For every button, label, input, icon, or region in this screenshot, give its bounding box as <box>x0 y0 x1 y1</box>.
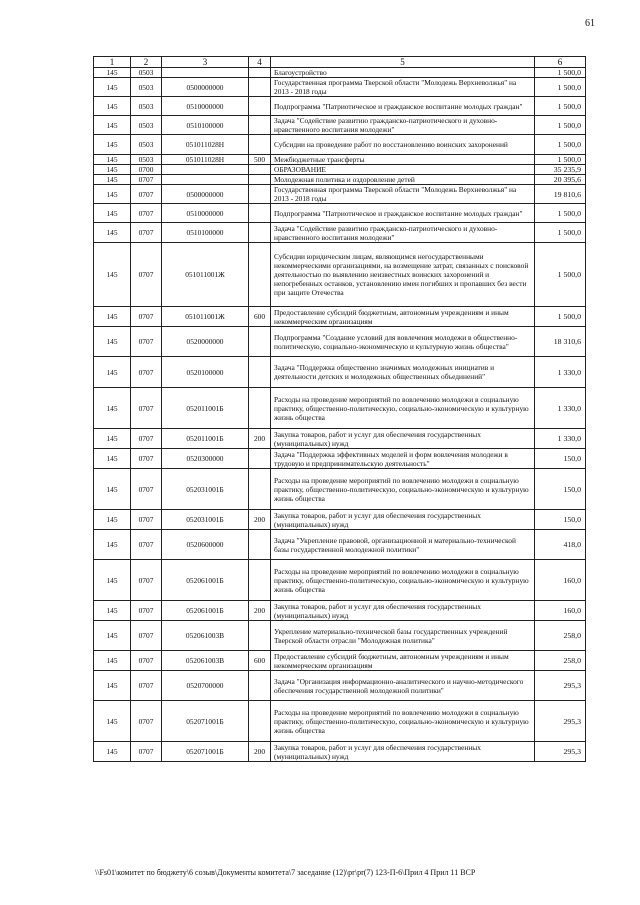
cell-c4 <box>249 204 271 223</box>
cell-c3: 052061003В <box>162 651 249 671</box>
cell-c1: 145 <box>94 469 131 510</box>
cell-c1: 145 <box>94 742 131 762</box>
cell-c5: Закупка товаров, работ и услуг для обеспечения государственных (муниципальных) нужд <box>271 510 535 530</box>
cell-c6: 1 500,0 <box>535 78 586 97</box>
cell-c3 <box>162 68 249 78</box>
table-row <box>94 175 586 185</box>
cell-c2: 0707 <box>131 204 162 223</box>
cell-c1: 145 <box>94 701 131 742</box>
cell-c2: 0707 <box>131 223 162 243</box>
cell-c1: 145 <box>94 388 131 429</box>
table-row <box>94 97 586 116</box>
cell-c1: 145 <box>94 243 131 307</box>
cell-c6: 18 310,6 <box>535 327 586 357</box>
cell-c6: 150,0 <box>535 469 586 510</box>
cell-c5: Закупка товаров, работ и услуг для обеспечения государственных (муниципальных) нужд <box>271 601 535 621</box>
cell-c3: 0500000000 <box>162 78 249 97</box>
cell-c5: Закупка товаров, работ и услуг для обеспечения государственных (муниципальных) нужд <box>271 429 535 449</box>
table-row <box>94 357 586 388</box>
cell-c3: 0510100000 <box>162 116 249 135</box>
cell-c4: 200 <box>249 742 271 762</box>
header-col-2: 2 <box>131 57 162 68</box>
table-row <box>94 223 586 243</box>
cell-c5: Предоставление субсидий бюджетным, автономным учреждениям и иным некоммерческим организациям <box>271 651 535 671</box>
cell-c1: 145 <box>94 175 131 185</box>
cell-c6: 1 500,0 <box>535 223 586 243</box>
cell-c1: 145 <box>94 530 131 560</box>
cell-c2: 0707 <box>131 510 162 530</box>
cell-c3: 052071001Б <box>162 701 249 742</box>
cell-c6: 20 395,6 <box>535 175 586 185</box>
cell-c5: Закупка товаров, работ и услуг для обеспечения государственных (муниципальных) нужд <box>271 742 535 762</box>
cell-c1: 145 <box>94 135 131 155</box>
cell-c2: 0707 <box>131 671 162 701</box>
cell-c3: 052011001Б <box>162 429 249 449</box>
budget-table <box>93 56 586 762</box>
cell-c3: 0500000000 <box>162 185 249 204</box>
cell-c3: 0520300000 <box>162 449 249 469</box>
cell-c4 <box>249 97 271 116</box>
cell-c6: 19 810,6 <box>535 185 586 204</box>
cell-c5: Подпрограмма "Патриотическое и гражданское воспитание молодых граждан" <box>271 204 535 223</box>
cell-c1: 145 <box>94 223 131 243</box>
cell-c6: 295,3 <box>535 671 586 701</box>
cell-c4: 200 <box>249 601 271 621</box>
cell-c2: 0707 <box>131 307 162 327</box>
cell-c6: 1 500,0 <box>535 68 586 78</box>
cell-c2: 0707 <box>131 449 162 469</box>
cell-c5: Межбюджетные трансферты <box>271 155 535 165</box>
cell-c3: 052061001Б <box>162 560 249 601</box>
cell-c2: 0707 <box>131 388 162 429</box>
cell-c2: 0503 <box>131 155 162 165</box>
cell-c4 <box>249 560 271 601</box>
cell-c1: 145 <box>94 327 131 357</box>
cell-c4 <box>249 469 271 510</box>
header-col-6: 6 <box>535 57 586 68</box>
cell-c5: Задача "Поддержка эффективных моделей и форм вовлечения молодежи в трудовую и предпринимательскую деятельность" <box>271 449 535 469</box>
cell-c6: 150,0 <box>535 449 586 469</box>
cell-c4: 200 <box>249 510 271 530</box>
cell-c1: 145 <box>94 97 131 116</box>
cell-c4 <box>249 68 271 78</box>
cell-c3: 0520600000 <box>162 530 249 560</box>
cell-c3: 0520100000 <box>162 357 249 388</box>
cell-c4: 600 <box>249 651 271 671</box>
cell-c3: 051011001Ж <box>162 243 249 307</box>
cell-c3: 052031001Б <box>162 469 249 510</box>
table-row <box>94 78 586 97</box>
cell-c2: 0707 <box>131 651 162 671</box>
cell-c6: 295,3 <box>535 701 586 742</box>
cell-c3: 052011001Б <box>162 388 249 429</box>
cell-c1: 145 <box>94 510 131 530</box>
cell-c5: Расходы на проведение мероприятий по вовлечению молодежи в социальную практику, общественно-политическую, социально-экономическую и культурную жизнь общества <box>271 701 535 742</box>
cell-c2: 0503 <box>131 97 162 116</box>
cell-c5: Благоустройство <box>271 68 535 78</box>
cell-c6: 258,0 <box>535 651 586 671</box>
cell-c5: Задача "Укрепление правовой, организационной и материально-технической базы государственной молодежной политики" <box>271 530 535 560</box>
cell-c3: 0520000000 <box>162 327 249 357</box>
cell-c4: 600 <box>249 307 271 327</box>
cell-c1: 145 <box>94 165 131 175</box>
cell-c6: 160,0 <box>535 560 586 601</box>
cell-c5: ОБРАЗОВАНИЕ <box>271 165 535 175</box>
table-row <box>94 429 586 449</box>
cell-c2: 0707 <box>131 701 162 742</box>
cell-c5: Подпрограмма "Патриотическое и гражданское воспитание молодых граждан" <box>271 97 535 116</box>
cell-c1: 145 <box>94 671 131 701</box>
cell-c5: Задача "Содействие развитию гражданско-патриотического и духовно-нравственного воспитания молодежи" <box>271 116 535 135</box>
header-col-4: 4 <box>249 57 271 68</box>
cell-c4 <box>249 357 271 388</box>
table-row <box>94 530 586 560</box>
cell-c5: Предоставление субсидий бюджетным, автономным учреждениям и иным некоммерческим организациям <box>271 307 535 327</box>
cell-c6: 1 330,0 <box>535 429 586 449</box>
table-row <box>94 621 586 651</box>
cell-c5: Расходы на проведение мероприятий по вовлечению молодежи в социальную практику, общественно-политическую, социально-экономическую и культурную жизнь общества <box>271 388 535 429</box>
table-row <box>94 155 586 165</box>
cell-c6: 1 500,0 <box>535 307 586 327</box>
page-number: 61 <box>585 18 595 29</box>
cell-c4 <box>249 243 271 307</box>
cell-c3: 052061001Б <box>162 601 249 621</box>
table-row <box>94 388 586 429</box>
cell-c1: 145 <box>94 560 131 601</box>
cell-c2: 0503 <box>131 135 162 155</box>
cell-c4 <box>249 165 271 175</box>
cell-c3: 052061003В <box>162 621 249 651</box>
cell-c6: 1 500,0 <box>535 116 586 135</box>
table-row <box>94 116 586 135</box>
cell-c4 <box>249 327 271 357</box>
cell-c1: 145 <box>94 307 131 327</box>
table-row <box>94 671 586 701</box>
cell-c2: 0503 <box>131 78 162 97</box>
cell-c6: 1 500,0 <box>535 243 586 307</box>
cell-c6: 295,3 <box>535 742 586 762</box>
cell-c6: 418,0 <box>535 530 586 560</box>
cell-c2: 0707 <box>131 185 162 204</box>
cell-c6: 150,0 <box>535 510 586 530</box>
cell-c3 <box>162 175 249 185</box>
cell-c4 <box>249 449 271 469</box>
cell-c5: Задача "Содействие развитию гражданско-патриотического и духовно-нравственного воспитания молодежи" <box>271 223 535 243</box>
cell-c3: 0510000000 <box>162 204 249 223</box>
cell-c2: 0503 <box>131 116 162 135</box>
table-row <box>94 449 586 469</box>
table-row <box>94 701 586 742</box>
cell-c5: Задача "Поддержка общественно значимых молодежных инициатив и деятельности детских и молодежных общественных объединений" <box>271 357 535 388</box>
cell-c2: 0707 <box>131 327 162 357</box>
cell-c1: 145 <box>94 449 131 469</box>
header-row <box>94 57 586 68</box>
cell-c4 <box>249 116 271 135</box>
cell-c3: 052071001Б <box>162 742 249 762</box>
table-row <box>94 185 586 204</box>
cell-c4 <box>249 78 271 97</box>
cell-c1: 145 <box>94 155 131 165</box>
file-path-footer: \\Fs01\комитет по бюджету\6 созыв\Документы комитета\7 заседание (12)\рr\рr(7) 123-П-6\Прил 4 Прил 11 ВСР <box>95 868 476 877</box>
cell-c4 <box>249 185 271 204</box>
cell-c6: 1 500,0 <box>535 204 586 223</box>
cell-c5: Задача "Организация информационно-аналитического и научно-методического обеспечения государственной молодежной политики" <box>271 671 535 701</box>
cell-c5: Расходы на проведение мероприятий по вовлечению молодежи в социальную практику, общественно-политическую, социально-экономическую и культурную жизнь общества <box>271 469 535 510</box>
cell-c4: 500 <box>249 155 271 165</box>
cell-c1: 145 <box>94 621 131 651</box>
cell-c4 <box>249 621 271 651</box>
cell-c5: Подпрограмма "Создание условий для вовлечения молодежи в общественно-политическую, социально-экономическую и культурную жизнь общества" <box>271 327 535 357</box>
header-col-5: 5 <box>271 57 535 68</box>
cell-c1: 145 <box>94 78 131 97</box>
cell-c2: 0700 <box>131 165 162 175</box>
cell-c2: 0707 <box>131 469 162 510</box>
cell-c6: 1 500,0 <box>535 155 586 165</box>
cell-c5: Субсидии юридическим лицам, являющимся негосударственными некоммерческими организациями, на возмещение затрат, связанных с поисковой деятельностью по выявлению неизвестных воинских захоронений и непогребенных останков, установлению имен погибших и пропавших без вести при защите Отечества <box>271 243 535 307</box>
cell-c1: 145 <box>94 651 131 671</box>
table-row <box>94 469 586 510</box>
cell-c1: 145 <box>94 357 131 388</box>
cell-c4 <box>249 388 271 429</box>
cell-c4 <box>249 701 271 742</box>
table-row <box>94 651 586 671</box>
cell-c6: 1 500,0 <box>535 135 586 155</box>
cell-c6: 1 500,0 <box>535 97 586 116</box>
cell-c6: 1 330,0 <box>535 388 586 429</box>
cell-c2: 0707 <box>131 357 162 388</box>
cell-c5: Государственная программа Тверской области "Молодежь Верхневолжья" на 2013 - 2018 годы <box>271 78 535 97</box>
cell-c3: 0520700000 <box>162 671 249 701</box>
header-col-1: 1 <box>94 57 131 68</box>
cell-c1: 145 <box>94 601 131 621</box>
cell-c5: Государственная программа Тверской области "Молодежь Верхневолжья" на 2013 - 2018 годы <box>271 185 535 204</box>
table-row <box>94 243 586 307</box>
header-col-3: 3 <box>162 57 249 68</box>
cell-c2: 0707 <box>131 530 162 560</box>
cell-c2: 0707 <box>131 243 162 307</box>
cell-c3: 0510100000 <box>162 223 249 243</box>
cell-c6: 35 235,9 <box>535 165 586 175</box>
table-row <box>94 510 586 530</box>
cell-c1: 145 <box>94 116 131 135</box>
cell-c3: 051011001Ж <box>162 307 249 327</box>
table-row <box>94 560 586 601</box>
table-row <box>94 307 586 327</box>
cell-c2: 0707 <box>131 621 162 651</box>
cell-c1: 145 <box>94 429 131 449</box>
table-row <box>94 165 586 175</box>
cell-c4 <box>249 175 271 185</box>
cell-c6: 1 330,0 <box>535 357 586 388</box>
cell-c5: Расходы на проведение мероприятий по вовлечению молодежи в социальную практику, общественно-политическую, социально-экономическую и культурную жизнь общества <box>271 560 535 601</box>
cell-c2: 0707 <box>131 175 162 185</box>
cell-c4 <box>249 135 271 155</box>
cell-c5: Молодежная политика и оздоровление детей <box>271 175 535 185</box>
table-row <box>94 204 586 223</box>
cell-c5: Субсидии на проведение работ по восстановлению воинских захоронений <box>271 135 535 155</box>
cell-c6: 258,0 <box>535 621 586 651</box>
table-row <box>94 601 586 621</box>
cell-c2: 0707 <box>131 429 162 449</box>
cell-c3: 052031001Б <box>162 510 249 530</box>
cell-c3: 051011028Н <box>162 135 249 155</box>
cell-c1: 145 <box>94 204 131 223</box>
cell-c1: 145 <box>94 185 131 204</box>
cell-c5: Укрепление материально-технической базы государственных учреждений Тверской области отрасли "Молодежная политика" <box>271 621 535 651</box>
table-row <box>94 68 586 78</box>
table-row <box>94 135 586 155</box>
cell-c4: 200 <box>249 429 271 449</box>
cell-c1: 145 <box>94 68 131 78</box>
cell-c2: 0707 <box>131 742 162 762</box>
cell-c2: 0707 <box>131 560 162 601</box>
cell-c4 <box>249 530 271 560</box>
cell-c2: 0503 <box>131 68 162 78</box>
cell-c3: 051011028Н <box>162 155 249 165</box>
cell-c4 <box>249 223 271 243</box>
cell-c4 <box>249 671 271 701</box>
cell-c6: 160,0 <box>535 601 586 621</box>
cell-c2: 0707 <box>131 601 162 621</box>
cell-c3 <box>162 165 249 175</box>
table-row <box>94 742 586 762</box>
table-row <box>94 327 586 357</box>
cell-c3: 0510000000 <box>162 97 249 116</box>
